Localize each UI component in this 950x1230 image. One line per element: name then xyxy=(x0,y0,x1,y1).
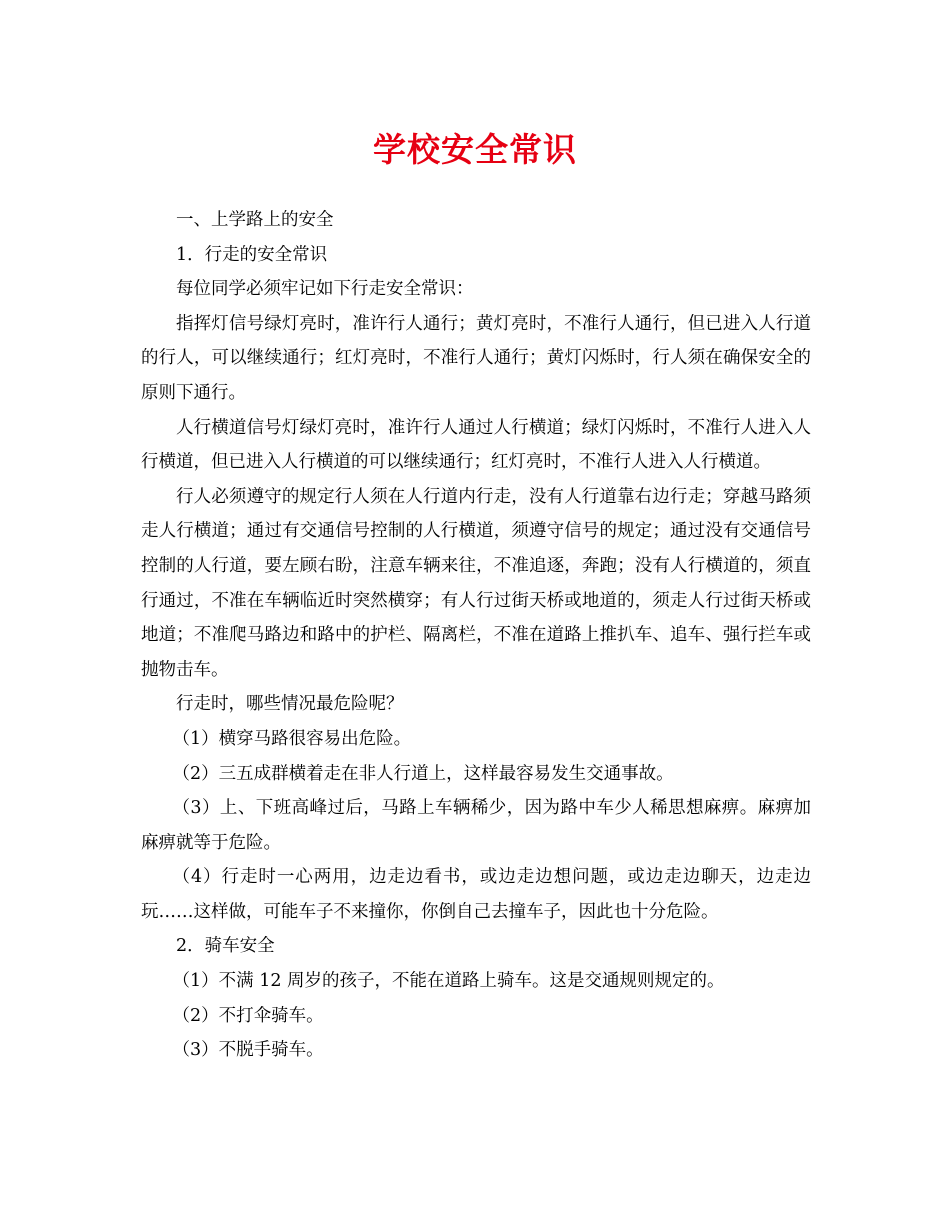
list-item: （2）三五成群横着走在非人行道上，这样最容易发生交通事故。 xyxy=(172,763,674,784)
list-item: （1）横穿马路很容易出危险。 xyxy=(172,728,412,749)
body-paragraph: 人行横道信号灯绿灯亮时，准许行人通过人行横道；绿灯闪烁时，不准行人进入人行横道，但已进入人行横道的可以继续通行；红灯亮时，不准行人进入人行横道。 xyxy=(141,417,811,473)
document-body xyxy=(141,203,811,1068)
body-paragraph: 行人必须遵守的规定行人须在人行道内行走，没有人行道靠右边行走；穿越马路须走人行横道；通过有交通信号控制的人行横道，须遵守信号的规定；通过没有交通信号控制的人行道，要左顾右盼，注意车辆来往，不准追逐，奔跑；没有人行横道的，须直行通过，不准在车辆临近时突然横穿；有人行过街天桥或地道的，须走人行过街天桥或地道；不准爬马路边和路中的护栏、隔离栏，不准在道路上推扒车、追车、强行拦车或抛物击车。 xyxy=(141,486,811,680)
list-item: （1）不满 12 周岁的孩子，不能在道路上骑车。这是交通规则规定的。 xyxy=(172,971,725,992)
list-item: （2）不打伞骑车。 xyxy=(172,1005,324,1026)
body-paragraph: 每位同学必须牢记如下行走安全常识： xyxy=(176,279,474,300)
subsection-heading-walking: 1．行走的安全常识 xyxy=(176,244,328,265)
section-heading-1: 一、上学路上的安全 xyxy=(176,210,334,230)
body-paragraph: 行走时，哪些情况最危险呢？ xyxy=(176,694,404,715)
list-item: （4）行走时一心两用，边走边看书，或边走边想问题，或边走边聊天，边走边玩……这样做，可能车子不来撞你，你倒自己去撞车子，因此也十分危险。 xyxy=(141,867,811,922)
document-title: 学校安全常识 xyxy=(373,130,577,169)
body-paragraph: 指挥灯信号绿灯亮时，准许行人通行；黄灯亮时，不准行人通行，但已进入人行道的行人，可以继续通行；红灯亮时，不准行人通行；黄灯闪烁时，行人须在确保安全的原则下通行。 xyxy=(141,313,811,403)
subsection-heading-cycling: 2．骑车安全 xyxy=(176,936,275,957)
list-item: （3）上、下班高峰过后，马路上车辆稀少，因为路中车少人稀思想麻痹。麻痹加麻痹就等于危险。 xyxy=(141,798,811,853)
list-item: （3）不脱手骑车。 xyxy=(172,1040,324,1061)
